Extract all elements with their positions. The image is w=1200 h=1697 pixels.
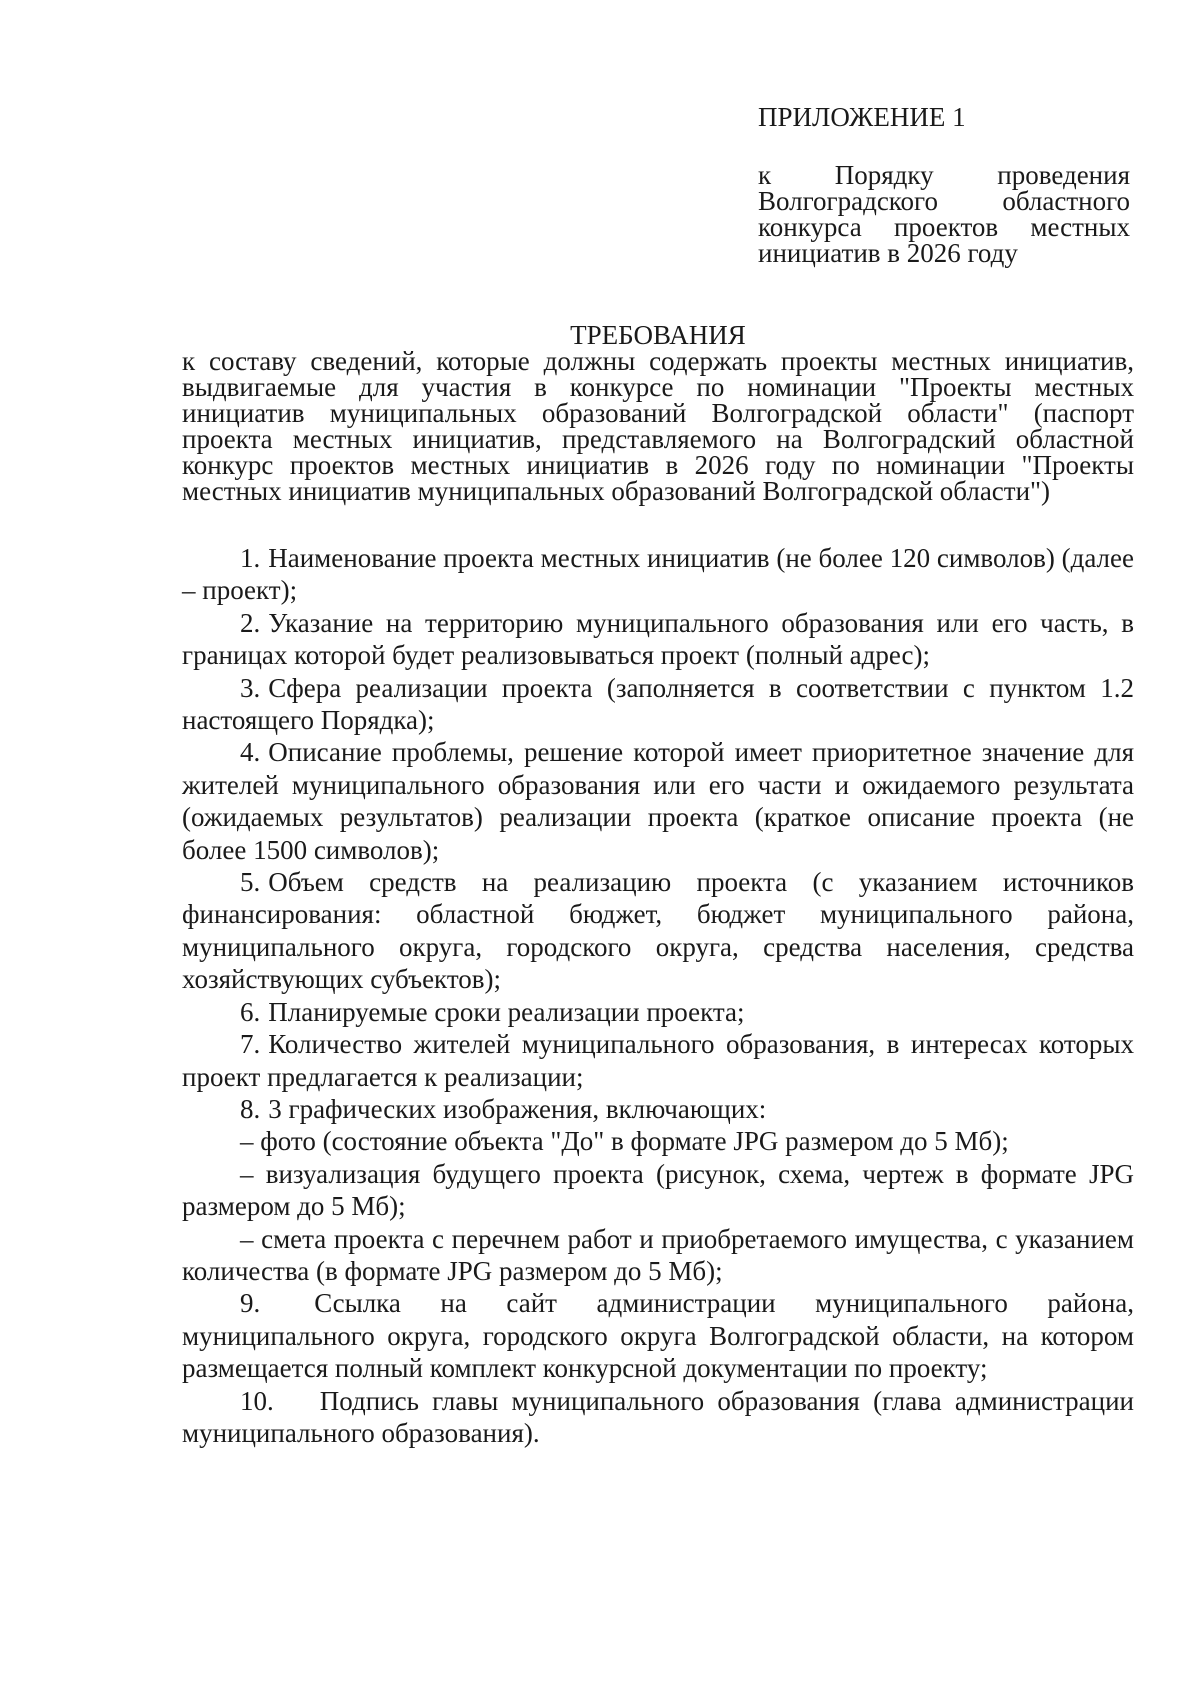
appendix-title: ПРИЛОЖЕНИЕ 1 [758,102,966,132]
item-text: Количество жителей муниципального образования, в интересах которых проект предлагается к реализации; [182,1029,1134,1092]
list-item [182,542,1134,607]
item-text: Наименование проекта местных инициатив (не более 120 символов) (далее – проект); [182,543,1134,606]
sub-item: – смета проекта с перечнем работ и приобретаемого имущества, с указанием количества (в формате JPG размером до 5 Мб); [182,1223,1134,1286]
item-text: Планируемые сроки реализации проекта; [268,996,745,1027]
item-number: 4. [240,737,261,768]
list-item [182,1385,1134,1450]
appendix-subtitle: к Порядку проведения Волгоградского областного конкурса проектов местных инициатив в 2026 году [758,160,1130,268]
item-text: Сфера реализации проекта (заполняется в соответствии с пунктом 1.2 настоящего Порядка); [182,672,1134,736]
item-number: 2. [240,607,261,638]
list-item [182,1287,1134,1384]
item-text: 3 графических изображения, включающих: [268,1093,767,1124]
list-item [182,1028,1134,1093]
item-text: Ссылка на сайт администрации муниципального района, муниципального округа, городского округа Волгоградской области, на котором размещается полный комплект конкурсной документации по проекту; [182,1288,1134,1384]
item-text: Описание проблемы, решение которой имеет приоритетное значение для жителей муниципального образования или его части и ожидаемого результата (ожидаемых результатов) реализации проекта (краткое описание проекта (не более 1500 символов); [182,737,1134,865]
list-item [182,607,1134,672]
requirements-heading [182,322,1134,504]
heading-subtitle: к составу сведений, которые должны содержать проекты местных инициатив, выдвигаемые для участия в конкурсе по номинации "Проекты местных инициатив муниципальных образований Волгоградской области" (паспорт проекта местных инициатив, представляемого на Волгоградский областной конкурс проектов местных инициатив в 2026 году по номинации "Проекты местных инициатив муниципальных образований Волгоградской области") [182,346,1134,506]
requirements-list [182,542,1134,1449]
appendix-block [758,104,1130,266]
item-number: 10. [240,1385,274,1416]
list-item [182,1093,1134,1125]
item-number: 9. [240,1288,261,1319]
list-item [182,736,1134,866]
item-number: 7. [240,1029,261,1060]
item-number: 6. [240,996,261,1027]
item-number: 8. [240,1093,261,1124]
item-number: 5. [240,867,261,898]
item-text: Указание на территорию муниципального образования или его часть, в границах которой будет реализовываться проект (полный адрес); [182,607,1134,671]
item-text: Подпись главы муниципального образования (глава администрации муниципального образования). [182,1385,1134,1448]
sub-item: – фото (состояние объекта "До" в формате JPG размером до 5 Мб); [240,1126,1009,1157]
item-number: 3. [240,672,261,703]
item-number: 1. [240,543,261,573]
item-text: Объем средств на реализацию проекта (с указанием источников финансирования: областной бюджет, бюджет муниципального района, муниципального округа, городского округа, средства населения, средства хозяйствующих субъектов); [182,867,1134,995]
list-item [182,996,1134,1028]
heading-title: ТРЕБОВАНИЯ [570,320,746,350]
list-item [182,672,1134,737]
sub-item: – визуализация будущего проекта (рисунок, схема, чертеж в формате JPG размером до 5 Мб); [182,1158,1134,1222]
list-item [182,866,1134,996]
